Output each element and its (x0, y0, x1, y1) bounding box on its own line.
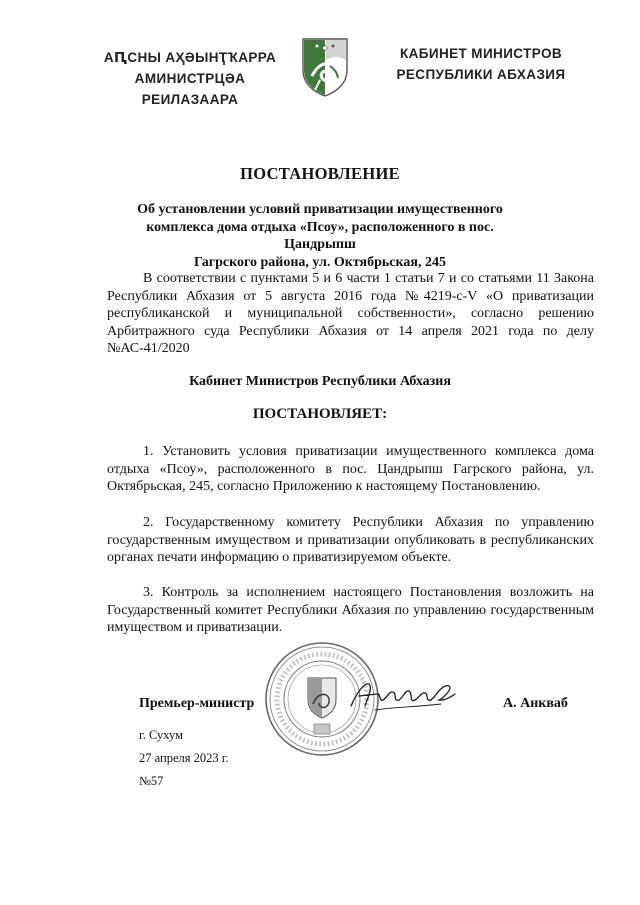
header-abkhaz (90, 47, 290, 110)
item-3: 3. Контроль за исполнением настоящего Постановления возложить на Государственный комитет Республики Абхазия по управлению государственным имуществом и приватизации. (107, 585, 594, 636)
header-russian-line1: КАБИНЕТ МИНИСТРОВ (399, 46, 563, 61)
place-of-signing: г. Сухум (139, 728, 184, 742)
subject-line-1: Об установлении условий приватизации имущественного (137, 202, 503, 217)
document-number: №57 (139, 774, 164, 788)
header-russian (392, 43, 570, 85)
document-title: ПОСТАНОВЛЕНИЕ (240, 164, 400, 183)
signatory-role: Премьер-министр (139, 696, 255, 711)
resolves-heading: ПОСТАНОВЛЯЕТ: (252, 406, 388, 422)
handwritten-signature (345, 676, 460, 716)
signatory-name: А. Анкваб (503, 696, 568, 711)
item-2: 2. Государственному комитету Республики Абхазия по управлению государственным имуществом и приватизации опубликовать в республиканских органах печати информацию о приватизируемом объекте. (107, 515, 594, 566)
header-abkhaz-line1: АԤСНЫ АҲӘЫНҬҠАРРА (103, 50, 277, 65)
header-abkhaz-line2: АМИНИСТРЦӘА РЕИЛАЗААРА (134, 71, 246, 107)
subject-line-2: комплекса дома отдыха «Псоу», расположенного в пос. Цандрыпш (146, 219, 494, 252)
item-1: 1. Установить условия приватизации имущественного комплекса дома отдыха «Псоу», расположенного в пос. Цандрыпш Гагрского района, ул. Октябрьская, 245, согласно Приложению к настоящему Постановлению. (107, 444, 594, 495)
date-of-signing: 27 апреля 2023 г. (139, 751, 229, 765)
header-russian-line2: РЕСПУБЛИКИ АБХАЗИЯ (396, 67, 566, 82)
subject-line-3: Гагрского района, ул. Октябрьская, 245 (194, 254, 446, 270)
document-subject (110, 201, 530, 271)
preamble-paragraph: В соответствии с пунктами 5 и 6 части 1 статьи 7 и со статьями 11 Закона Республики Абхазия от 5 августа 2016 года №4219-с-V «О приватизации республиканской и муниципальной собственности», согласно решению Арбитражного суда Республики Абхазия от 14 апреля 2021 года по делу №АС-41/2020 (107, 271, 594, 357)
issuer-heading: Кабинет Министров Республики Абхазия (189, 374, 451, 389)
coat-of-arms-icon (300, 36, 350, 98)
